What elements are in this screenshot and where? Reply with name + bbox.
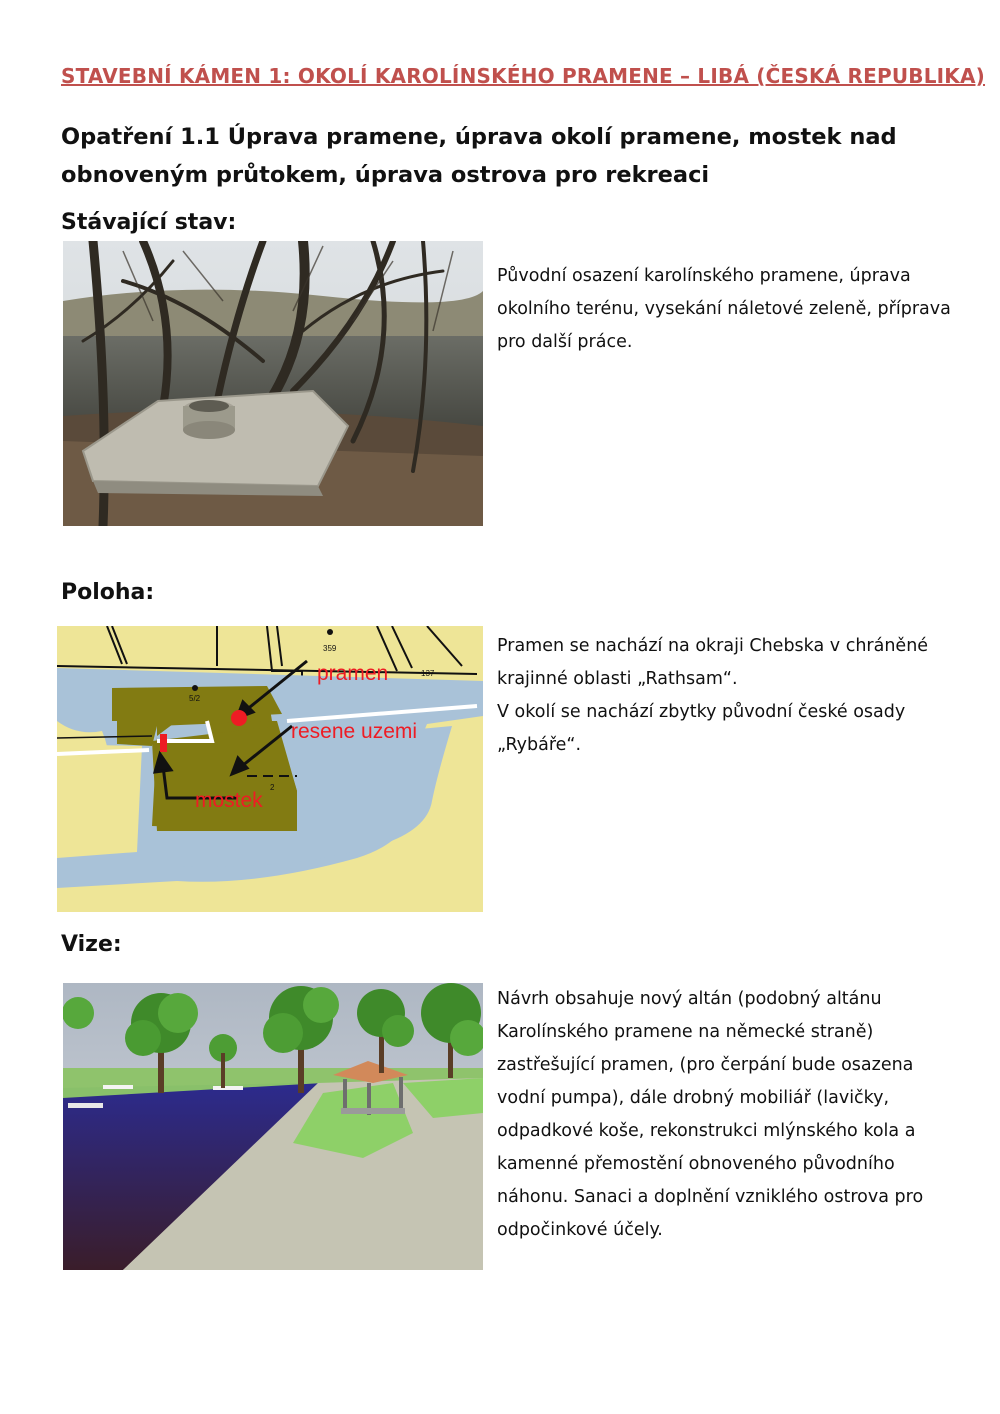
vision-paragraph: Návrh obsahuje nový altán (podobný altánu Karolínského pramene na německé straně) zastřešující pramen, (pro čerpání bude osazena vodní pumpa), dále drobný mobiliář (lavičky, odpadkové koše, rekonstrukci mlýnského kola a kamenné přemostění obnoveného původního náhonu. Sanaci a doplnění vzniklého ostrova pro odpočinkové účely. <box>497 989 924 1240</box>
spring-photo <box>63 241 483 526</box>
current-state-paragraph: Původní osazení karolínského pramene, úprava okolního terénu, vysekání náletové zeleně, příprava pro další práce. <box>497 266 951 352</box>
map-label-spring: pramen <box>317 662 389 685</box>
location-label: Poloha: <box>61 580 155 605</box>
map-parcel-137: 137 <box>421 669 435 678</box>
current-state-label: Stávající stav: <box>61 210 237 235</box>
map-parcel-2: 2 <box>270 783 275 792</box>
vision-label: Vize: <box>61 932 122 957</box>
location-text <box>497 630 957 762</box>
map-label-area: resene uzemi <box>291 720 418 743</box>
current-state-text <box>497 260 957 359</box>
measure-title: Opatření 1.1 Úprava pramene, úprava okolí pramene, mostek nad obnoveným průtokem, úprava ostrova pro rekreaci <box>61 124 897 188</box>
location-map <box>57 626 483 912</box>
page-heading: STAVEBNÍ KÁMEN 1: OKOLÍ KAROLÍNSKÉHO PRAMENE – LIBÁ (ČESKÁ REPUBLIKA) <box>61 64 986 88</box>
map-parcel-359: 359 <box>323 644 337 653</box>
map-parcel-5-2: 5/2 <box>189 694 201 703</box>
vision-text <box>497 983 957 1247</box>
vision-render <box>63 983 483 1270</box>
map-label-bridge: mostek <box>195 789 263 812</box>
location-paragraph-2: V okolí se nachází zbytky původní české osady „Rybáře“. <box>497 702 906 755</box>
location-paragraph-1: Pramen se nachází na okraji Chebska v chráněné krajinné oblasti „Rathsam“. <box>497 636 929 689</box>
